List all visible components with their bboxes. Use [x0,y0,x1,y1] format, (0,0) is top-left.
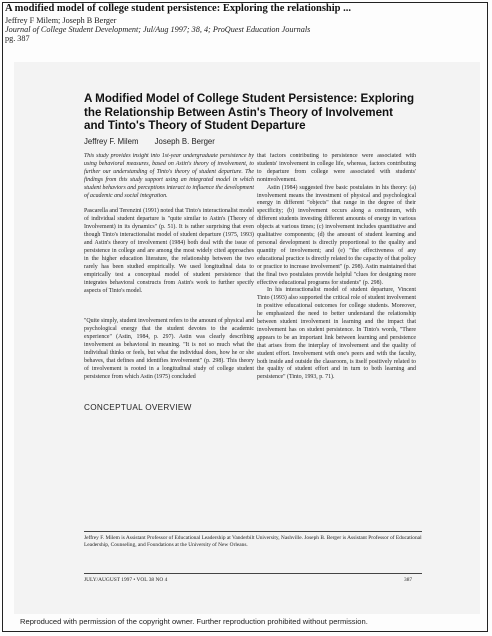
body-paragraph: that factors contributing to persistence were associated with students' involvement in college life, whereas, factors contributing to departure from college were associated with students' noninvolvement. [257,153,416,183]
footer-rule [84,573,422,574]
abstract: This study provides insight into 1st-year undergraduate persistence by using behavioral measures, based on Astin's theory of involvement, to further our understanding of Tinto's theory of student departure. The findings from this study support using an integrated model in which student behaviors and perceptions interact to influence the development of academic and social integration. [84,153,254,199]
article-authors [84,137,229,146]
header-title: A modified model of college student persistence: Exploring the relationship ... [5,3,352,14]
body-paragraph: Astin (1984) suggested five basic postulates in his theory: (a) involvement means the investment of physical and psychological energy in different "objects" that range in the degree of their specificity; (b) involvement occurs along a continuum, with different students investing different amounts of energy in various objects at various times; (c) involvement includes quantitative and qualitative components; (d) the amount of student learning and personal development is directly proportional to the quality and quantity of involvement; and (e) "the effectiveness of any educational practice is directly related to the capacity of that policy or practice to increase involvement" (p. 298). Astin maintained that the final two postulates provide helpful "clues for designing more effective educational programs for students" (p. 298). [257,184,416,286]
article-title-line: the Relationship Between Astin's Theory of Involvement [84,105,393,119]
header-source: Journal of College Student Development; Jul/Aug 1997; 38, 4; ProQuest Education Journals [5,25,311,34]
reproduction-notice: Reproduced with permission of the copyright owner. Further reproduction prohibited without permission. [20,617,368,626]
article-title [84,92,472,133]
section-heading: CONCEPTUAL OVERVIEW [84,403,192,412]
footnote-rule [84,531,422,532]
header-page: pg. 387 [5,34,30,43]
author-name: Jeffrey F. Milem [84,137,139,146]
page-number: 387 [404,577,413,583]
header-authors: Jeffrey F Milem; Joseph B Berger [5,16,117,25]
body-paragraph: "Quite simply, student involvement refers to the amount of physical and psychological energy that the student devotes to the academic experience" (Astin, 1984, p. 297). Astin was clearly describing involvement as behavioral in meaning. "It is not so much what the individual thinks or feels, but what the individual does, how he or she behaves, that defines and identifies involvement" (p. 298). This theory of involvement is rooted in a longitudinal study of college student persistence from which Astin (1975) concluded [84,318,254,380]
right-column [257,153,416,528]
author-footnote: Jeffrey F. Milem is Assistant Professor of Educational Leadership at Vanderbilt University, Nashville. Joseph B. Berger is Assistant Professor of Educational Leadership, Counseling, and Foundations at the University of New Orleans. [84,535,422,549]
body-paragraph: Pascarella and Terenzini (1991) noted that Tinto's interactionalist model of individual student departure is "quite similar to Astin's (Theory of Involvement) in its dynamics" (p. 51). It is rather surprising that even though Tinto's interactionalist model of student departure (1975, 1993) and Astin's theory of involvement (1984) both deal with the issue of persistence in college and are among the most widely cited approaches in the higher education literature, the relationship between the two rarely has been studied empirically. We used longitudinal data to empirically test a conceptual model of student persistence that integrates behavioral constructs from Astin's work to further specify aspects of Tinto's model. [84,208,254,294]
body-paragraph: In his interactionalist model of student departure, Vincent Tinto (1993) also supported the critical role of student involvement in positive educational outcomes for college students. Moreover, he emphasized the need to better understand the relationship between student involvement in learning and the impact that involvement has on student persistence. In Tinto's words, "There appears to be an important link between learning and persistence that arises from the interplay of involvement and the quality of student effort. Involvement with one's peers and with the faculty, both inside and outside the classroom, is itself positively related to the quality of student effort and in turn to both learning and persistence" (Tinto, 1993, p. 71). [257,287,416,381]
author-name: Joseph B. Berger [154,137,215,146]
article-title-line: A Modified Model of College Student Persistence: Exploring [84,92,415,105]
left-column [84,153,254,525]
article-title-line: and Tinto's Theory of Student Departure [84,119,306,133]
running-footer: JULY/AUGUST 1997 • VOL 38 NO 4 [84,577,168,583]
